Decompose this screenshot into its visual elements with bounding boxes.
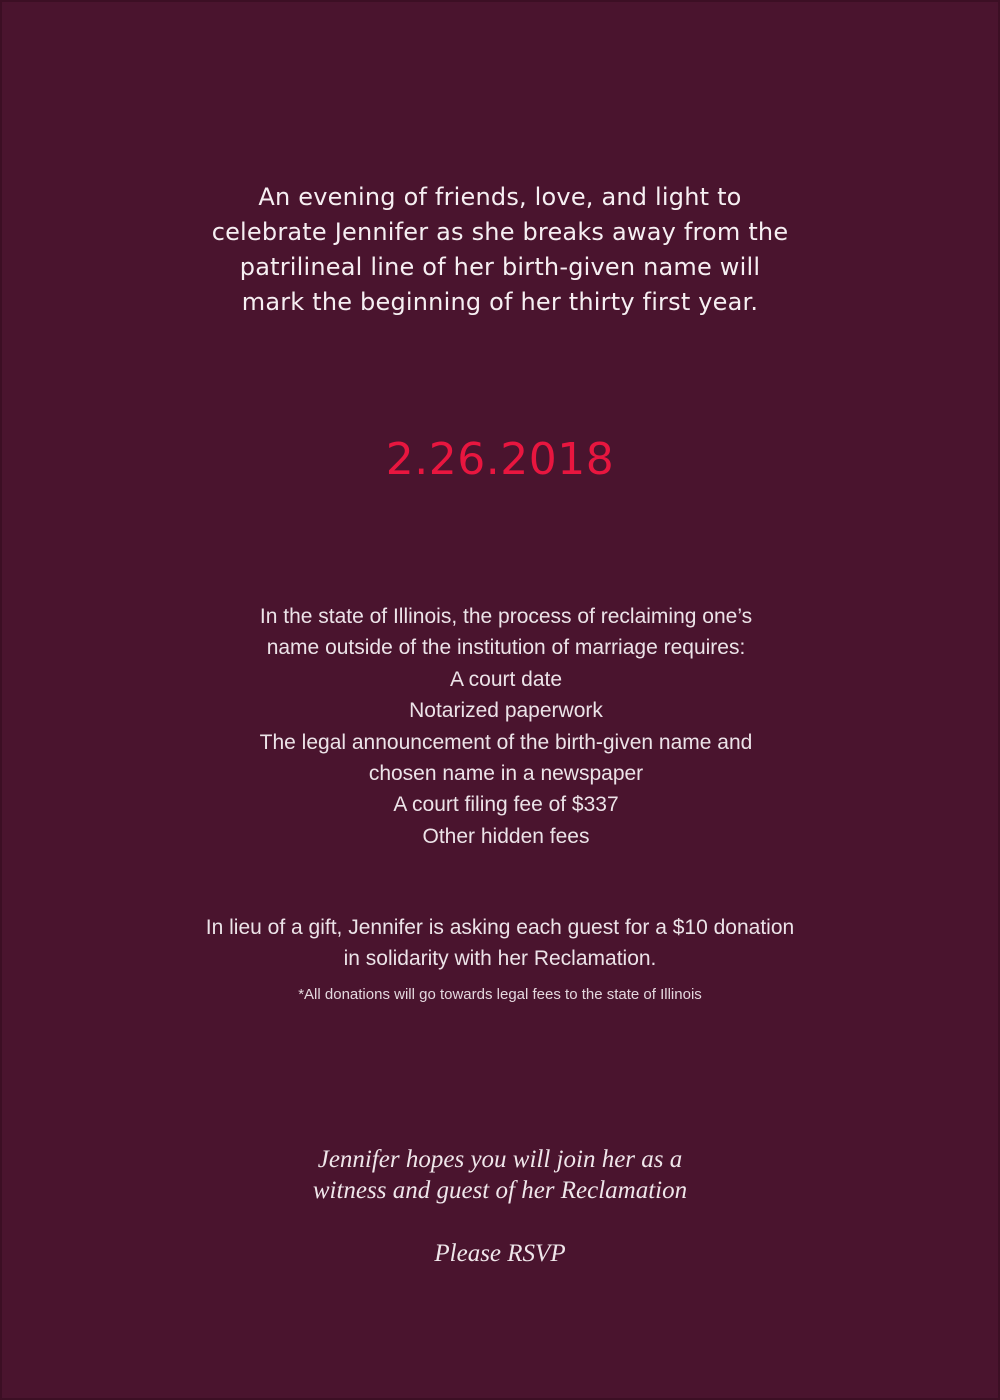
rsvp-text: Please RSVP bbox=[434, 1240, 566, 1267]
requirement-item: Other hidden fees bbox=[422, 824, 590, 848]
intro-text bbox=[150, 180, 850, 320]
gift-line: in solidarity with her Reclamation. bbox=[343, 947, 657, 970]
requirement-item: The legal announcement of the birth-given name and bbox=[259, 730, 753, 754]
process-line: In the state of Illinois, the process of reclaiming one’s bbox=[259, 605, 753, 628]
gift-line: In lieu of a gift, Jennifer is asking each guest for a $10 donation bbox=[205, 916, 795, 939]
closing-line: witness and guest of her Reclamation bbox=[312, 1177, 688, 1204]
intro-line: celebrate Jennifer as she breaks away from the bbox=[211, 218, 789, 246]
requirement-item: Notarized paperwork bbox=[409, 699, 603, 723]
donation-note: *All donations will go towards legal fees to the state of Illinois bbox=[298, 986, 702, 1003]
event-date: 2.26.2018 bbox=[385, 434, 615, 485]
process-line: name outside of the institution of marriage requires: bbox=[266, 636, 746, 660]
requirement-item: A court date bbox=[449, 667, 563, 691]
closing-message bbox=[150, 1144, 850, 1206]
requirement-item: A court filing fee of $337 bbox=[393, 793, 619, 817]
closing-line: Jennifer hopes you will join her as a bbox=[317, 1146, 683, 1173]
process-requirements bbox=[150, 601, 862, 852]
intro-line: patrilineal line of her birth-given name will bbox=[239, 253, 761, 281]
intro-line: An evening of friends, love, and light to bbox=[258, 183, 742, 211]
gift-request bbox=[150, 912, 850, 974]
intro-line: mark the beginning of her thirty first year. bbox=[241, 288, 759, 316]
requirement-item: chosen name in a newspaper bbox=[368, 762, 644, 786]
